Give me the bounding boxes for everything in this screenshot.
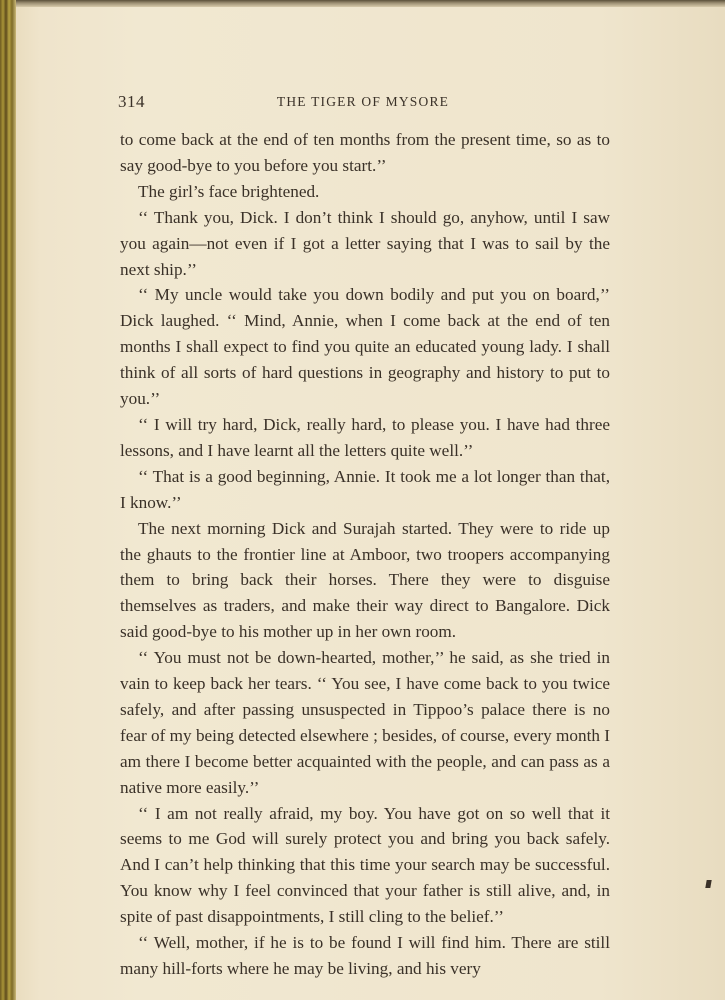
paragraph: ‘‘ Thank you, Dick. I don’t think I should go, anyhow, until I saw you again—not even if I got a letter saying that I was to sail by the next ship.’’ — [120, 207, 610, 279]
page-header — [118, 92, 608, 116]
paragraph: ‘‘ That is a good beginning, Annie. It took me a lot longer than that, I know.’’ — [120, 466, 610, 512]
paragraph: ‘‘ My uncle would take you down bodily and put you on board,’’ Dick laughed. ‘‘ Mind, Annie, when I come back at the end of ten months I shall expect to find you quite an educated young lady. I shall think of all sorts of hard questions in geography and history to put to you.’’ — [120, 285, 610, 409]
paragraph: ‘‘ You must not be down-hearted, mother,’’ he said, as she tried in vain to keep back her tears. ‘‘ You see, I have come back to you twice safely, and after passing unsuspected in Tippoo’s palace there is no fear of my being detected elsewhere ; besides, of course, every month I am there I become better acquainted with the people, and can pass as a native more easily.’’ — [120, 648, 610, 797]
paragraph: The next morning Dick and Surajah started. They were to ride up the ghauts to the frontier line at Amboor, two troopers accompanying them to bring back their horses. There they were to disguise themselves as traders, and make their way direct to Bangalore. Dick said good-bye to his mother up in her own room. — [120, 518, 610, 642]
book-binding — [0, 0, 16, 1000]
paragraph: ‘‘ Well, mother, if he is to be found I will find him. There are still many hill-forts where he may be living, and his very — [120, 933, 610, 978]
margin-mark-icon — [705, 880, 711, 888]
paragraph: The girl’s face brightened. — [138, 181, 320, 201]
running-head: THE TIGER OF MYSORE — [276, 94, 450, 109]
paragraph: ‘‘ I will try hard, Dick, really hard, to please you. I have had three lessons, and I have learnt all the letters quite well.’’ — [120, 414, 610, 460]
paragraph: ‘‘ I am not really afraid, my boy. You have got on so well that it seems to me God will surely protect you and bring you back safely. And I can’t help thinking that this time your search may be successful. You know why I feel convinced that your father is still alive, and, in spite of past disappointments, I still cling to the belief.’’ — [120, 803, 610, 927]
page-number: 314 — [118, 92, 145, 111]
page-top-edge — [16, 0, 725, 7]
paragraph: to come back at the end of ten months from the present time, so as to say good-bye to you before you start.’’ — [120, 130, 610, 175]
body-text — [120, 127, 610, 982]
